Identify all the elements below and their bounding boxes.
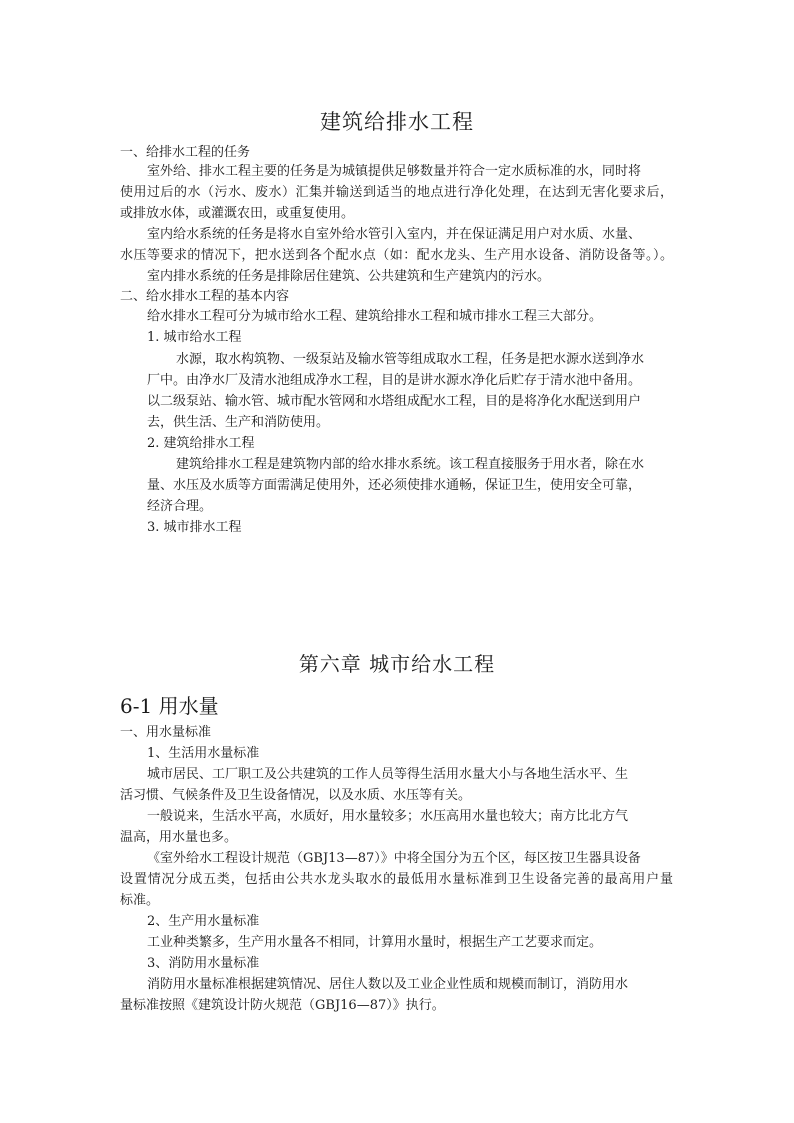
paragraph-line: 给水排水工程可分为城市给水工程、建筑给排水工程和城市排水工程三大部分。 [147, 309, 603, 324]
paragraph-line: 一般说来，生活水平高，水质好，用水量较多；水压高用水量也较大；南方比北方气 [147, 809, 629, 824]
paragraph-line: 室外给、排水工程主要的任务是为城镇提供足够数量并符合一定水质标准的水，同时将 [147, 164, 642, 179]
paragraph-line: 设置情况分成五类，包括由公共水龙头取水的最低用水量标准到卫生设备完善的最高用户量 [120, 872, 673, 887]
paragraph-line: 水压等要求的情况下，把水送到各个配水点（如：配水龙头、生产用水设备、消防设备等。）。 [120, 248, 673, 263]
list-item-title: 1. 城市给水工程 [147, 330, 242, 345]
heading-water-standard: 一、用水量标准 [120, 725, 212, 740]
paragraph-line: 使用过后的水（污水、废水）汇集并输送到适当的地点进行净化处理，在达到无害化要求后， [120, 185, 673, 200]
paragraph-line: 室内给水系统的任务是将水自室外给水管引入室内，并在保证满足用户对水质、水量、 [147, 227, 642, 242]
paragraph-line: 消防用水量标准根据建筑情况、居住人数以及工业企业性质和规模而制订，消防用水 [147, 977, 629, 992]
list-item-title: 3. 城市排水工程 [147, 520, 242, 535]
paragraph-line: 室内排水系统的任务是排除居住建筑、公共建筑和生产建筑内的污水。 [147, 269, 551, 284]
paragraph-line: 去，供生活、生产和消防使用。 [147, 415, 330, 430]
paragraph-line: 建筑给排水工程是建筑物内部的给水排水系统。该工程直接服务于用水者，除在水 [176, 457, 645, 472]
paragraph-line: 《室外给水工程设计规范（GBJ13—87）》中将全国分为五个区，每区按卫生器具设备 [147, 851, 641, 866]
chapter-title: 第六章 城市给水工程 [298, 652, 496, 676]
heading-tasks: 一、给排水工程的任务 [120, 145, 251, 160]
paragraph-line: 标准。 [120, 893, 160, 908]
subheading: 2、生产用水量标准 [147, 914, 260, 929]
subheading: 3、消防用水量标准 [147, 956, 260, 971]
paragraph-line: 以二级泵站、输水管、城市配水管网和水塔组成配水工程，目的是将净化水配送到用户 [147, 394, 642, 409]
paragraph-line: 量、水压及水质等方面需满足使用外，还必须使排水通畅，保证卫生，使用安全可靠， [147, 478, 642, 493]
list-item-title: 2. 建筑给排水工程 [147, 436, 255, 451]
paragraph-line: 或排放水体，或灌溉农田，或重复使用。 [120, 206, 355, 221]
paragraph-line: 城市居民、工厂职工及公共建筑的工作人员等得生活用水量大小与各地生活水平、生 [147, 767, 629, 782]
paragraph-line: 活习惯、气候条件及卫生设备情况，以及水质、水压等有关。 [120, 788, 472, 803]
heading-basic-content: 二、给水排水工程的基本内容 [120, 289, 290, 304]
document-title: 建筑给排水工程 [320, 110, 474, 134]
paragraph-line: 厂中。由净水厂及清水池组成净水工程，目的是讲水源水净化后贮存于清水池中备用。 [147, 373, 642, 388]
subheading: 1、生活用水量标准 [147, 746, 260, 761]
paragraph-line: 经济合理。 [147, 499, 213, 514]
section-title: 6-1 用水量 [120, 694, 219, 718]
paragraph-line: 工业种类繁多，生产用水量各不相同，计算用水量时，根据生产工艺要求而定。 [147, 935, 603, 950]
paragraph-line: 水源，取水构筑物、一级泵站及输水管等组成取水工程，任务是把水源水送到净水 [176, 352, 645, 367]
paragraph-line: 量标准按照《建筑设计防火规范（GBJ16—87）》执行。 [120, 998, 445, 1013]
paragraph-line: 温高，用水量也多。 [120, 830, 238, 845]
